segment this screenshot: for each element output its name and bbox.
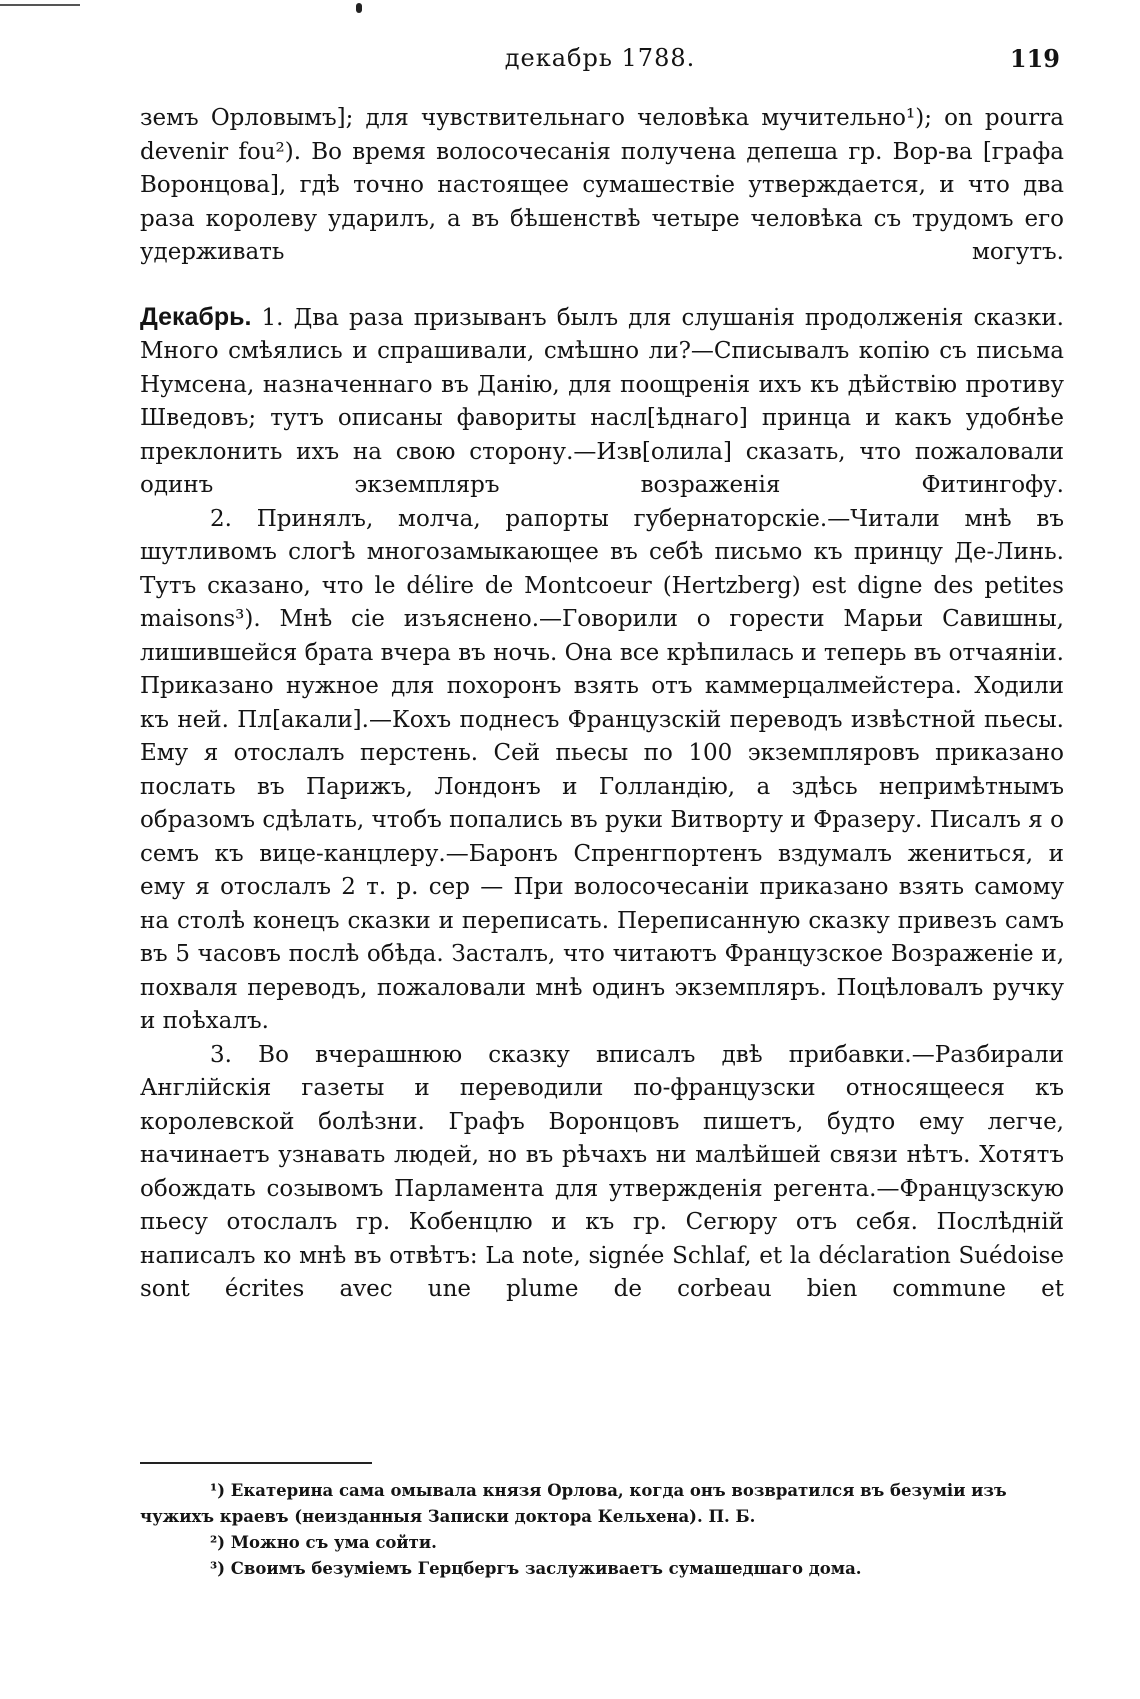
entry-text: 1. Два раза призыванъ былъ для слушанія продолженія сказки. Много смѣялись и спрашивали, смѣшно ли?—Списывалъ копію съ письма Нумсена, назначеннаго въ Данію, для поощренія ихъ къ дѣйствію противу Шведовъ; тутъ описаны фавориты насл[ѣднаго] принца и какъ удобнѣе преклонить ихъ на свою сторону.—Изв[олила] сказать, что пожаловали одинъ экземпляръ возраженія Фитингофу. bbox=[140, 304, 1064, 498]
page-body bbox=[140, 102, 1064, 1307]
running-header bbox=[140, 44, 1060, 80]
footnote-3: ³) Своимъ безуміемъ Герцбергъ заслуживаетъ сумашедшаго дома. bbox=[210, 1559, 862, 1578]
running-title: декабрь 1788. bbox=[504, 44, 696, 72]
paragraph-continuation: земъ Орловымъ]; для чувствительнаго человѣка мучительно¹); on pourra devenir fou²). Во время волосочесанія получена депеша гр. Вор-ва [графа Воронцова], гдѣ точно настоящее сумашествіе утверждается, и что два раза королеву ударилъ, а въ бѣшенствѣ четыре человѣка съ трудомъ его удерживать могутъ. bbox=[140, 105, 1064, 265]
entry-december-3: 3. Во вчерашнюю сказку вписалъ двѣ прибавки.—Разбирали Англійскія газеты и переводили по-французски относящееся къ королевской болѣзни. Графъ Воронцовъ пишетъ, будто ему легче, начинаетъ узнавать людей, но въ рѣчахъ ни малѣйшей связи нѣтъ. Хотятъ обождать созывомъ Парламента для утвержденія регента.—Французскую пьесу отослалъ гр. Кобенцлю и къ гр. Сегюру отъ себя. Послѣдній написалъ ко мнѣ въ отвѣтъ: La note, signée Schlaf, et la déclaration Suédoise sont écrites avec une plume de corbeau bien commune et bbox=[140, 1041, 1064, 1302]
page-number: 119 bbox=[1009, 44, 1060, 73]
scan-edge-mark bbox=[0, 4, 80, 6]
footnotes bbox=[140, 1462, 1064, 1582]
entry-december-1 bbox=[140, 301, 1064, 503]
month-heading: Декабрь. bbox=[140, 302, 252, 331]
scan-dot-mark bbox=[356, 3, 362, 13]
footnote-2: ²) Можно съ ума сойти. bbox=[210, 1533, 437, 1552]
entry-december-2: 2. Принялъ, молча, рапорты губернаторскіе.—Читали мнѣ въ шутливомъ слогѣ многозамыкающее въ себѣ письмо къ принцу Де-Линь. Тутъ сказано, что le délire de Montcoeur (Hertzberg) est digne des petites maisons³). Мнѣ сіе изъяснено.—Говорили о горести Марьи Савишны, лишившейся брата вчера въ ночь. Она все крѣпилась и теперь въ отчаяніи. Приказано нужное для похоронъ взять отъ каммерцалмейстера. Ходили къ ней. Пл[акали].—Кохъ поднесъ Французскій переводъ извѣстной пьесы. Ему я отослалъ перстень. Сей пьесы по 100 экземпляровъ приказано послать въ Парижъ, Лондонъ и Голландію, а здѣсь непримѣтнымъ образомъ сдѣлать, чтобъ попались въ руки Витворту и Фразеру. Писалъ я о семъ къ вице-канцлеру.—Баронъ Спренгпортенъ вздумалъ жениться, и ему я отослалъ 2 т. р. сер — При волосочесаніи приказано взять самому на столѣ конецъ сказки и переписать. Переписанную сказку привезъ самъ въ 5 часовъ послѣ обѣда. Засталъ, что читаютъ Французское Возраженіе и, похваля переводъ, пожаловали мнѣ одинъ экземпляръ. Поцѣловалъ ручку и поѣхалъ. bbox=[140, 505, 1064, 1034]
footnote-1: ¹) Екатерина сама омывала князя Орлова, когда онъ возвратился въ безуміи изъ чужихъ краевъ (неизданныя Записки доктора Кельхена). П. Б. bbox=[140, 1481, 1007, 1526]
footnote-rule bbox=[140, 1462, 372, 1464]
